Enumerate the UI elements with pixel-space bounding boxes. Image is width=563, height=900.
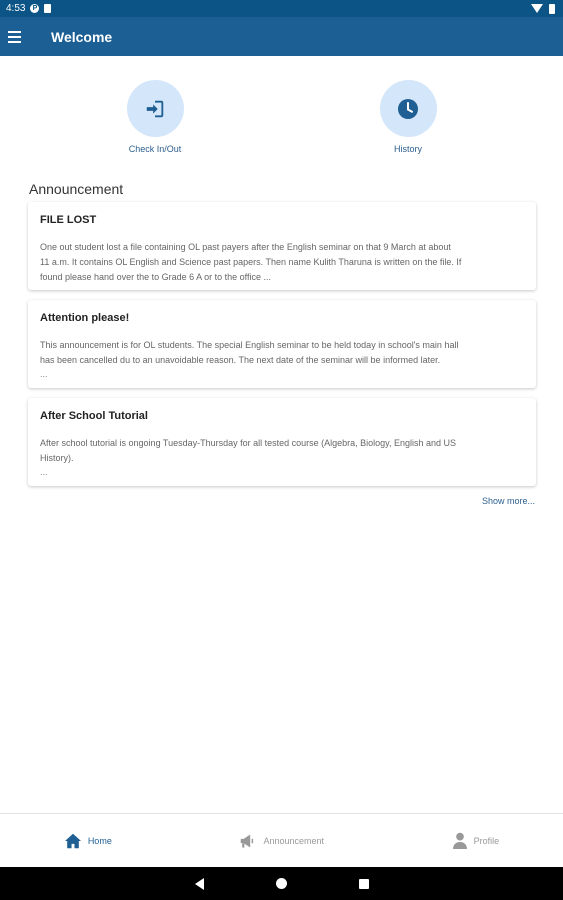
clock-icon — [396, 97, 420, 121]
wifi-icon — [531, 4, 543, 13]
check-in-out-button[interactable] — [95, 80, 215, 154]
battery-icon — [549, 4, 555, 14]
announcement-card[interactable] — [28, 300, 536, 388]
announcement-body — [40, 436, 524, 466]
announcement-body-line: This announcement is for OL students. The special English seminar to be held today in school's main hall — [40, 340, 459, 350]
announcement-title: Attention please! — [40, 312, 130, 324]
history-button[interactable] — [348, 80, 468, 154]
status-right — [531, 4, 555, 14]
home-icon — [64, 833, 82, 849]
announcement-ellipsis: ... — [40, 467, 48, 477]
status-time: 4:53 — [6, 3, 26, 14]
status-bar — [0, 0, 563, 17]
announcement-body — [40, 338, 524, 368]
hamburger-line — [8, 41, 21, 43]
announcement-card[interactable] — [28, 202, 536, 290]
announcement-body-line: History). — [40, 453, 74, 463]
back-icon[interactable] — [195, 878, 204, 890]
check-in-out-circle — [127, 80, 184, 137]
document-notification-icon — [44, 4, 51, 13]
history-label: History — [393, 144, 422, 154]
status-left — [6, 3, 51, 14]
announcement-body-line: One out student lost a file containing OL past payers after the English seminar on that 9 March at about — [40, 242, 451, 252]
nav-home-label: Home — [87, 835, 112, 846]
announcement-title: FILE LOST — [40, 214, 97, 226]
nav-profile[interactable] — [452, 832, 500, 849]
show-more-link[interactable]: Show more... — [481, 496, 535, 506]
hamburger-line — [8, 36, 21, 38]
nav-announcement[interactable] — [239, 833, 324, 849]
hamburger-icon — [8, 31, 21, 33]
announcement-card[interactable] — [28, 398, 536, 486]
megaphone-icon — [239, 833, 257, 849]
menu-button[interactable] — [8, 29, 28, 45]
announcement-body-line: 11 a.m. It contains OL English and Science past papers. Then name Kulith Tharuna is written on the file. If — [40, 257, 462, 267]
announcement-title: After School Tutorial — [40, 410, 148, 422]
check-in-out-label: Check In/Out — [128, 144, 182, 154]
bottom-nav — [0, 813, 563, 867]
nav-announcement-label: Announcement — [263, 835, 325, 846]
page-title: Welcome — [51, 28, 113, 45]
nav-profile-label: Profile — [473, 835, 500, 846]
recent-apps-icon[interactable] — [359, 879, 369, 889]
history-circle — [380, 80, 437, 137]
app-notification-icon: P — [30, 4, 39, 13]
person-icon — [452, 832, 468, 849]
system-nav-bar — [0, 867, 563, 900]
app-bar — [0, 17, 563, 56]
announcement-section-title: Announcement — [29, 181, 124, 197]
announcement-body-line: After school tutorial is ongoing Tuesday-Thursday for all tested course (Algebra, Biology, English and US — [40, 438, 457, 448]
announcement-body-line: found please hand over the to Grade 6 A or to the office ... — [40, 272, 271, 282]
home-circle-icon[interactable] — [276, 878, 287, 889]
announcement-body — [40, 240, 524, 285]
login-arrow-icon — [144, 98, 166, 120]
announcement-body-line: has been cancelled du to an unavoidable reason. The next date of the seminar will be informed later. — [40, 355, 441, 365]
nav-home[interactable] — [64, 833, 112, 849]
announcement-ellipsis: ... — [40, 369, 48, 379]
